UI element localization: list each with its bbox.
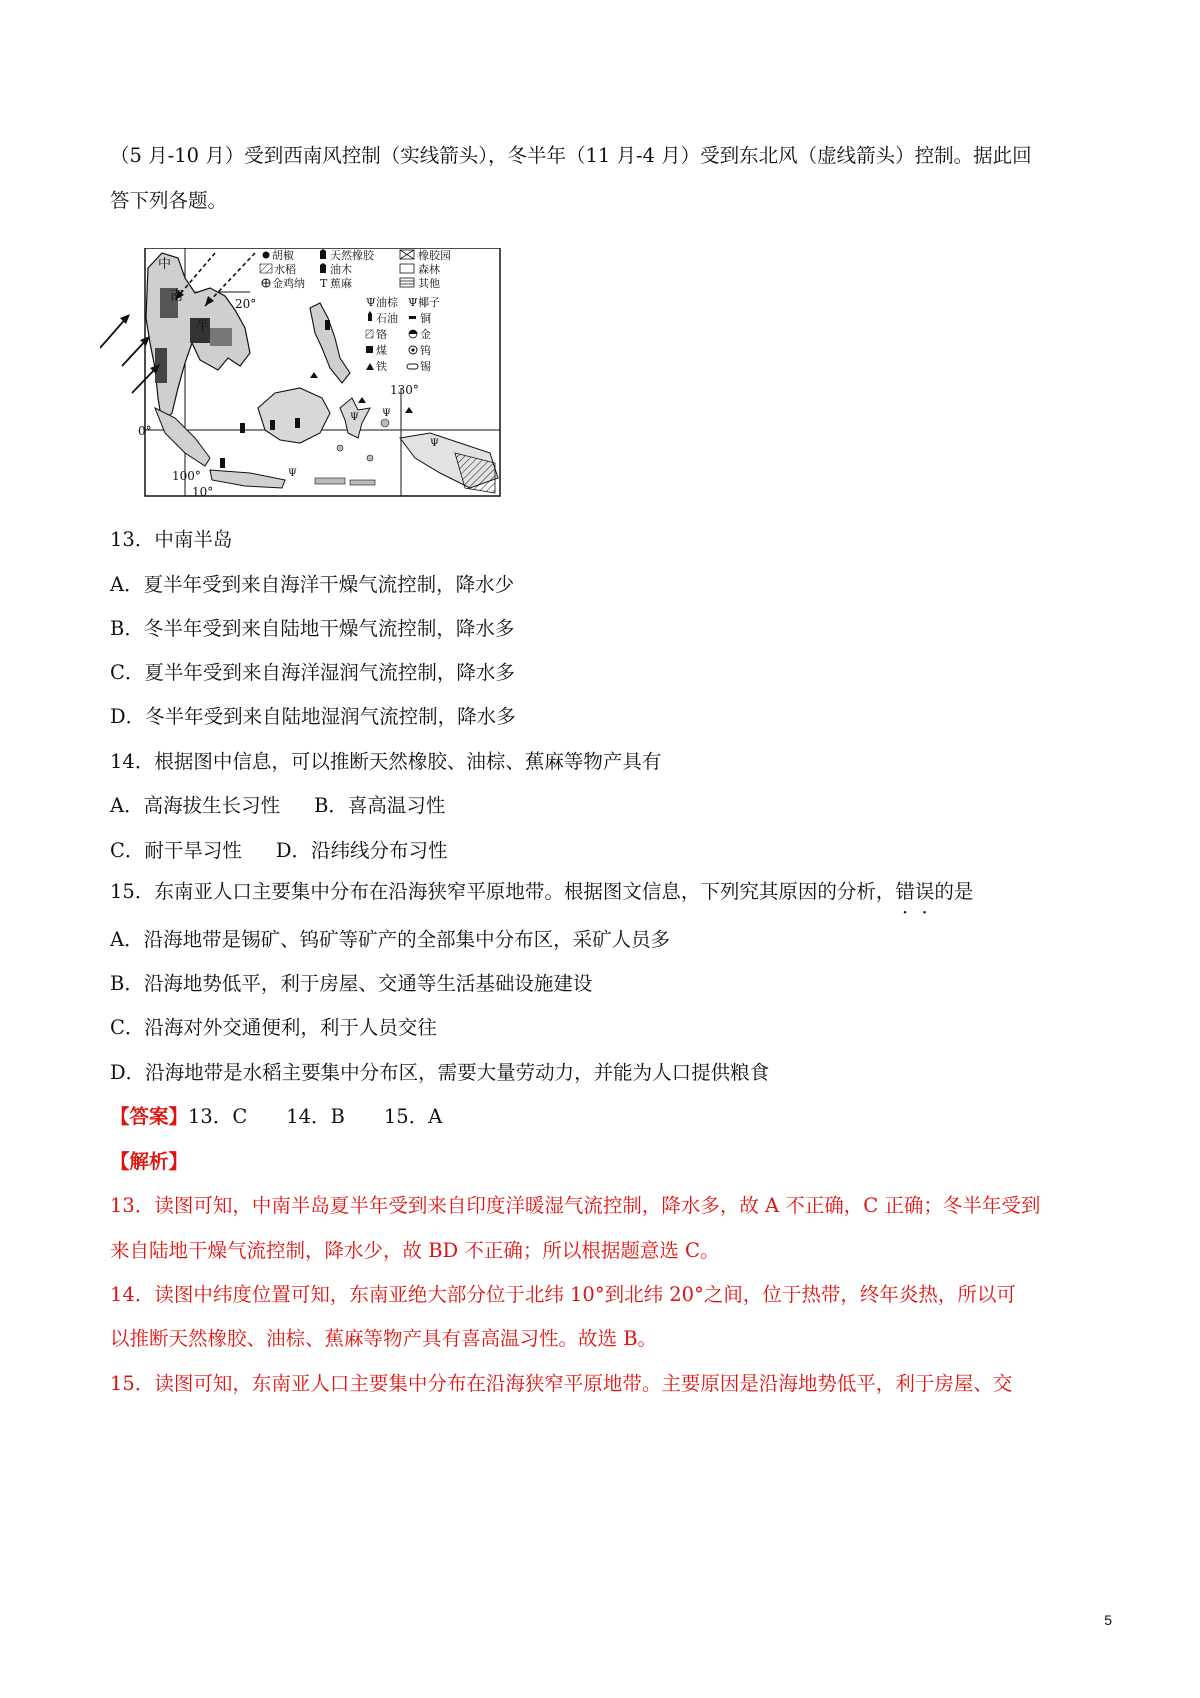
q15-option-d[interactable]: D．沿海地带是水稻主要集中分布区，需要大量劳动力，并能为人口提供粮食 — [110, 1061, 770, 1084]
legend-tungsten: 钨 — [420, 344, 431, 357]
other-stripes — [400, 281, 414, 284]
tungsten-dot — [411, 348, 414, 351]
analysis-line-3: 14．读图中纬度位置可知，东南亚绝大部分位于北纬 10°到北纬 20°之间，位于热带，终年炎热，所以可 — [110, 1283, 1016, 1306]
pepper-icon — [263, 252, 270, 259]
label-lon100: 100° — [172, 469, 201, 483]
legend-forest: 森林 — [418, 263, 440, 276]
label-lat20: 20° — [235, 297, 257, 311]
abaca-icon: T — [320, 277, 328, 290]
analysis-line-1: 13．读图可知，中南半岛夏半年受到来自印度洋暖湿气流控制，降水多，故 A 不正确，C 正确；冬半年受到 — [110, 1194, 1041, 1217]
oil-marker-2 — [270, 420, 275, 430]
iron-icon — [366, 363, 374, 370]
forest-icon — [400, 264, 414, 273]
analysis-line-2: 来自陆地干燥气流控制，降水少，故 BD 不正确；所以根据题意选 C。 — [110, 1239, 720, 1262]
oil-marker-5 — [325, 320, 330, 330]
q15-option-c[interactable]: C．沿海对外交通便利，利于人员交往 — [110, 1016, 437, 1039]
legend-copper: 铜 — [420, 312, 431, 325]
legend-chromium: 铬 — [376, 328, 387, 341]
q14-option-d[interactable]: D．沿纬线分布习性 — [275, 839, 448, 862]
oil-marker-3 — [295, 418, 300, 428]
legend-pepper: 胡椒 — [272, 249, 294, 262]
other-icon — [400, 278, 414, 287]
legend-oil-wood: 油木 — [330, 263, 352, 276]
java-landmass — [210, 470, 285, 488]
legend-rice: 水稻 — [274, 263, 296, 276]
intro-line-2: 答下列各题。 — [110, 189, 228, 212]
question-14-stem: 14．根据图中信息，可以推断天然橡胶、油棕、蕉麻等物产具有 — [110, 750, 662, 773]
analysis-label: 【解析】 — [110, 1150, 189, 1173]
q15-stem-end: 的是 — [934, 880, 974, 903]
q15-stem-main: 15．东南亚人口主要集中分布在沿海狭窄平原地带。根据图文信息，下列究其原因的分析， — [110, 880, 896, 903]
legend-other: 其他 — [418, 277, 440, 290]
philippines-landmass — [310, 303, 350, 383]
southeast-asia-map — [100, 248, 505, 538]
tin-icon — [407, 364, 418, 369]
legend-iron: 铁 — [376, 360, 387, 373]
island-4 — [315, 478, 345, 484]
label-lat10: 10° — [192, 485, 214, 499]
iron-marker-3 — [310, 372, 318, 378]
q15-emphasis-wu: 误 — [914, 880, 935, 903]
q13-option-c[interactable]: C．夏半年受到来自海洋湿润气流控制，降水多 — [110, 661, 515, 684]
legend-gold: 金 — [420, 328, 431, 341]
rice-area-3 — [210, 328, 232, 346]
palm-marker-3: Ψ — [430, 438, 439, 449]
page-number: 5 — [1104, 1612, 1112, 1628]
palm-marker-1: Ψ — [350, 412, 359, 423]
analysis-line-4: 以推断天然橡胶、油棕、蕉麻等物产具有喜高温习性。故选 B。 — [110, 1327, 658, 1350]
q14-option-c[interactable]: C．耐干旱习性 — [110, 839, 242, 862]
q15-option-a[interactable]: A．沿海地带是锡矿、钨矿等矿产的全部集中分布区，采矿人员多 — [110, 928, 671, 951]
answer-row — [110, 1103, 1100, 1131]
label-lon130: 130° — [390, 383, 419, 397]
coal-icon — [366, 346, 373, 353]
gold-icon — [409, 330, 417, 334]
q13-option-a[interactable]: A．夏半年受到来自海洋干燥气流控制，降水少 — [110, 573, 515, 596]
petroleum-icon — [368, 311, 372, 321]
copper-icon — [409, 316, 416, 319]
sumatra-landmass — [155, 408, 210, 466]
q13-option-b[interactable]: B．冬半年受到来自陆地干燥气流控制，降水多 — [110, 617, 515, 640]
label-ban: 半 — [196, 319, 210, 334]
oil-palm-icon: Ψ — [366, 296, 376, 309]
legend-natural-rubber: 天然橡胶 — [330, 249, 374, 262]
island-5 — [350, 480, 375, 485]
q14-option-a[interactable]: A．高海拔生长习性 — [110, 794, 281, 817]
natural-rubber-icon — [320, 249, 326, 259]
coconut-icon: Ψ — [408, 296, 418, 309]
q14-options-row-2 — [110, 837, 1100, 865]
analysis-line-5: 15．读图可知，东南亚人口主要集中分布在沿海狭窄平原地带。主要原因是沿海地势低平，利于房屋、交 — [110, 1372, 1013, 1395]
oil-marker-1 — [240, 423, 245, 433]
palm-marker-4: Ψ — [288, 468, 297, 479]
island-1 — [337, 445, 343, 451]
legend-oil-palm: 油棕 — [376, 296, 398, 309]
legend-petroleum: 石油 — [376, 312, 398, 325]
q14-option-b[interactable]: B．喜高温习性 — [314, 794, 446, 817]
legend-rubber-plantation: 橡胶园 — [418, 249, 451, 262]
legend-cinchona: 金鸡纳 — [272, 277, 305, 290]
rice-icon — [260, 264, 272, 273]
island-2 — [381, 419, 389, 427]
map-legend — [260, 248, 451, 373]
borneo-landmass — [258, 388, 330, 443]
iron-marker-2 — [405, 407, 413, 413]
legend-abaca: 蕉麻 — [330, 277, 352, 290]
legend-coconut: 椰子 — [418, 296, 440, 309]
label-lat0: 0° — [138, 424, 152, 438]
legend-coal: 煤 — [376, 344, 387, 357]
legend-tin: 锡 — [420, 360, 431, 373]
palm-marker-2: Ψ — [382, 408, 391, 419]
q13-option-d[interactable]: D．冬半年受到来自陆地湿润气流控制，降水多 — [110, 705, 516, 728]
q15-option-b[interactable]: B．沿海地势低平，利于房屋、交通等生活基础设施建设 — [110, 972, 593, 995]
rubber-plantation-cross — [400, 250, 414, 259]
oil-wood-icon — [320, 263, 326, 273]
intro-line-1: （5 月-10 月）受到西南风控制（实线箭头），冬半年（11 月-4 月）受到东北风（虚线箭头）控制。据此回 — [110, 144, 1032, 167]
question-15-stem — [110, 878, 1100, 906]
q15-emphasis-cuo: 错 — [895, 880, 915, 903]
chromium-icon — [366, 330, 373, 338]
answer-values: 13．C 14．B 15．A — [188, 1105, 443, 1128]
label-china: 中 — [158, 257, 172, 272]
oil-marker-4 — [220, 458, 225, 468]
label-nan: 南 — [170, 289, 184, 304]
answer-label: 【答案】 — [110, 1105, 189, 1128]
question-13-stem: 13．中南半岛 — [110, 528, 233, 551]
q14-options-row-1 — [110, 792, 1100, 820]
iron-marker-1 — [358, 397, 366, 403]
island-3 — [367, 455, 373, 461]
